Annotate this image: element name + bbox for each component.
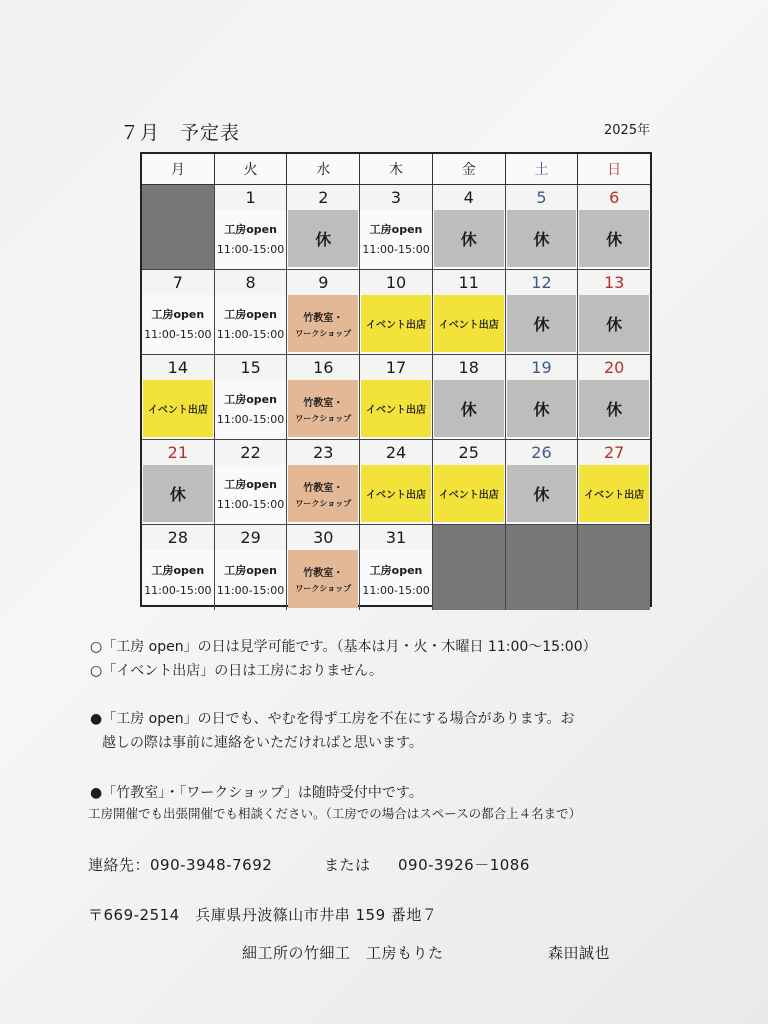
day-number: 16 [287, 355, 359, 380]
day-number: 9 [287, 270, 359, 295]
open-label: 工房open [224, 563, 277, 577]
workshop-open-day [216, 550, 286, 608]
day-cell-25 [433, 440, 506, 524]
weekday-header-2: 水 [287, 154, 360, 184]
event-label: イベント出店 [147, 405, 208, 416]
open-hours: 11:00-15:00 [216, 243, 285, 256]
day-number: 6 [578, 185, 650, 210]
day-number: 20 [578, 355, 650, 380]
event-label: イベント出店 [438, 320, 499, 331]
day-number: 15 [215, 355, 287, 380]
closed-label: 休 [606, 315, 623, 334]
day-cell-14 [142, 355, 215, 439]
day-cell-22 [215, 440, 288, 524]
event-label: イベント出店 [584, 490, 645, 501]
open-hours: 11:00-15:00 [144, 328, 212, 341]
weekday-header-row [142, 154, 650, 185]
day-number: 25 [433, 440, 505, 465]
closed-day [143, 465, 213, 522]
open-label: 工房open [224, 308, 277, 321]
workshop-label: ワークショップ [295, 584, 352, 593]
page-title: ７月 予定表 [120, 122, 241, 144]
shop-name: 細工所の竹細工 工房もりた [242, 944, 444, 962]
empty-day-cell [433, 525, 506, 610]
workshop-open-day [143, 295, 213, 352]
week-row [142, 440, 650, 525]
empty-day-cell [142, 185, 215, 269]
day-cell-9 [287, 270, 360, 354]
contact-phone-1: 連絡先：090-3948-7692 [88, 856, 273, 874]
day-number: 31 [360, 525, 432, 550]
day-number: 30 [287, 525, 359, 550]
open-hours: 11:00-15:00 [362, 243, 430, 256]
weekday-header-6: 日 [607, 162, 622, 178]
day-number: 11 [433, 270, 505, 295]
event-label: イベント出店 [366, 490, 427, 501]
day-number: 3 [360, 185, 432, 210]
note-absence-warning-1: ●「工房 open」の日でも、やむを得ず工房を不在にする場合があります。お [90, 711, 575, 727]
closed-day [507, 210, 577, 267]
workshop-open-day [216, 295, 286, 352]
closed-day [579, 210, 649, 267]
day-number: 2 [287, 185, 359, 210]
day-cell-21 [142, 440, 215, 524]
weekday-header-0: 月 [142, 154, 215, 184]
day-number: 1 [215, 185, 287, 210]
closed-label: 休 [606, 400, 623, 419]
closed-day [507, 465, 577, 522]
class-label: 竹教室・ [303, 568, 344, 579]
closed-label: 休 [460, 400, 477, 419]
day-cell-29 [215, 525, 288, 610]
day-cell-18 [433, 355, 506, 439]
closed-day [288, 210, 358, 267]
day-number: 27 [578, 440, 650, 465]
day-cell-12 [506, 270, 579, 354]
event-label: イベント出店 [366, 405, 427, 416]
day-cell-4 [433, 185, 506, 269]
day-number: 4 [433, 185, 505, 210]
closed-label: 休 [533, 315, 550, 334]
class-workshop-day [288, 295, 358, 352]
open-hours: 11:00-15:00 [216, 328, 285, 341]
event-day [579, 465, 649, 522]
closed-label: 休 [533, 230, 550, 249]
workshop-open-day [143, 550, 213, 608]
weekday-header-1: 火 [215, 154, 288, 184]
closed-label: 休 [460, 230, 477, 249]
open-hours: 11:00-15:00 [216, 583, 285, 597]
event-day [361, 380, 431, 437]
year-label: 2025年 [604, 123, 651, 138]
day-cell-20 [578, 355, 650, 439]
day-number: 21 [142, 440, 214, 465]
workshop-open-day [216, 465, 286, 522]
owner-name: 森田誠也 [548, 944, 611, 962]
day-number: 5 [506, 185, 578, 210]
event-day [361, 465, 431, 522]
day-number: 14 [142, 355, 214, 380]
day-cell-28 [142, 525, 215, 610]
event-label: イベント出店 [366, 320, 427, 331]
day-number: 18 [433, 355, 505, 380]
workshop-open-day [361, 550, 431, 608]
closed-day [434, 210, 504, 267]
day-number: 12 [506, 270, 578, 295]
day-cell-30 [287, 525, 360, 610]
calendar-weeks [142, 185, 650, 610]
day-cell-3 [360, 185, 433, 269]
open-hours: 11:00-15:00 [362, 583, 430, 597]
note-workshop: ●「竹教室」・「ワークショップ」は随時受付中です。 [90, 785, 423, 801]
day-cell-1 [215, 185, 288, 269]
day-number: 22 [215, 440, 287, 465]
workshop-label: ワークショップ [295, 413, 352, 423]
open-label: 工房open [369, 223, 423, 236]
day-cell-26 [506, 440, 579, 524]
week-row [142, 185, 650, 270]
weekday-header-5: 土 [506, 154, 579, 184]
contact-or: または [324, 856, 371, 874]
week-row [142, 355, 650, 440]
open-hours: 11:00-15:00 [216, 413, 285, 426]
contact-address: 〒669-2514 兵庫県丹波篠山市井串 159 番地７ [88, 906, 438, 924]
closed-day [579, 295, 649, 352]
day-cell-11 [433, 270, 506, 354]
open-label: 工房open [224, 478, 277, 491]
contact-phone-2: 090-3926－1086 [398, 856, 530, 874]
workshop-open-day [361, 210, 431, 267]
class-label: 竹教室・ [303, 397, 344, 409]
day-cell-5 [506, 185, 579, 269]
week-row [142, 525, 650, 610]
note-workshop-detail: 工房開催でも出張開催でも相談ください。（工房での場合はスペースの都合上４名まで） [88, 806, 582, 821]
open-label: 工房open [369, 563, 423, 577]
day-cell-17 [360, 355, 433, 439]
note-event-absence: ○「イベント出店」の日は工房におりません。 [90, 663, 384, 679]
class-workshop-day [288, 380, 358, 437]
closed-label: 休 [533, 485, 550, 504]
weekday-header-4: 金 [433, 154, 506, 184]
workshop-label: ワークショップ [295, 498, 352, 508]
empty-day-cell [578, 525, 650, 610]
day-cell-2 [287, 185, 360, 269]
closed-day [507, 380, 577, 437]
open-hours: 11:00-15:00 [216, 498, 285, 511]
day-cell-6 [578, 185, 650, 269]
day-cell-8 [215, 270, 288, 354]
empty-day-cell [506, 525, 579, 610]
day-number: 7 [142, 270, 214, 295]
class-label: 竹教室・ [303, 482, 344, 494]
week-row [142, 270, 650, 355]
day-cell-16 [287, 355, 360, 439]
class-label: 竹教室・ [303, 312, 344, 324]
workshop-label: ワークショップ [295, 328, 352, 338]
weekday-header-3: 木 [360, 154, 433, 184]
closed-day [507, 295, 577, 352]
day-number: 17 [360, 355, 432, 380]
closed-label: 休 [606, 230, 623, 249]
closed-day [434, 380, 504, 437]
day-cell-19 [506, 355, 579, 439]
day-number: 13 [578, 270, 650, 295]
closed-label: 休 [169, 485, 186, 504]
open-hours: 11:00-15:00 [144, 583, 212, 597]
day-cell-13 [578, 270, 650, 354]
closed-label: 休 [533, 400, 550, 419]
day-cell-15 [215, 355, 288, 439]
day-cell-27 [578, 440, 650, 524]
day-cell-7 [142, 270, 215, 354]
class-workshop-day [288, 550, 358, 608]
open-label: 工房open [224, 223, 277, 236]
event-day [434, 465, 504, 522]
day-number: 29 [215, 525, 287, 550]
calendar-grid [140, 152, 652, 607]
day-number: 19 [506, 355, 578, 380]
day-number: 28 [142, 525, 214, 550]
day-cell-23 [287, 440, 360, 524]
open-label: 工房open [224, 393, 277, 406]
class-workshop-day [288, 465, 358, 522]
event-day [434, 295, 504, 352]
day-cell-24 [360, 440, 433, 524]
day-number: 10 [360, 270, 432, 295]
day-number: 24 [360, 440, 432, 465]
event-label: イベント出店 [438, 490, 499, 501]
open-label: 工房open [151, 563, 205, 577]
event-day [143, 380, 213, 437]
event-day [361, 295, 431, 352]
day-number: 23 [287, 440, 359, 465]
note-absence-warning-2: 越しの際は事前に連絡をいただければと思います。 [102, 735, 423, 751]
workshop-open-day [216, 210, 286, 267]
note-open-visiting: ○「工房 open」の日は見学可能です。（基本は月・火・木曜日 11:00～15:00） [90, 639, 597, 655]
day-cell-31 [360, 525, 433, 610]
day-cell-10 [360, 270, 433, 354]
day-number: 8 [215, 270, 287, 295]
closed-label: 休 [315, 230, 332, 249]
open-label: 工房open [151, 308, 205, 321]
workshop-open-day [216, 380, 286, 437]
day-number: 26 [506, 440, 578, 465]
closed-day [579, 380, 649, 437]
